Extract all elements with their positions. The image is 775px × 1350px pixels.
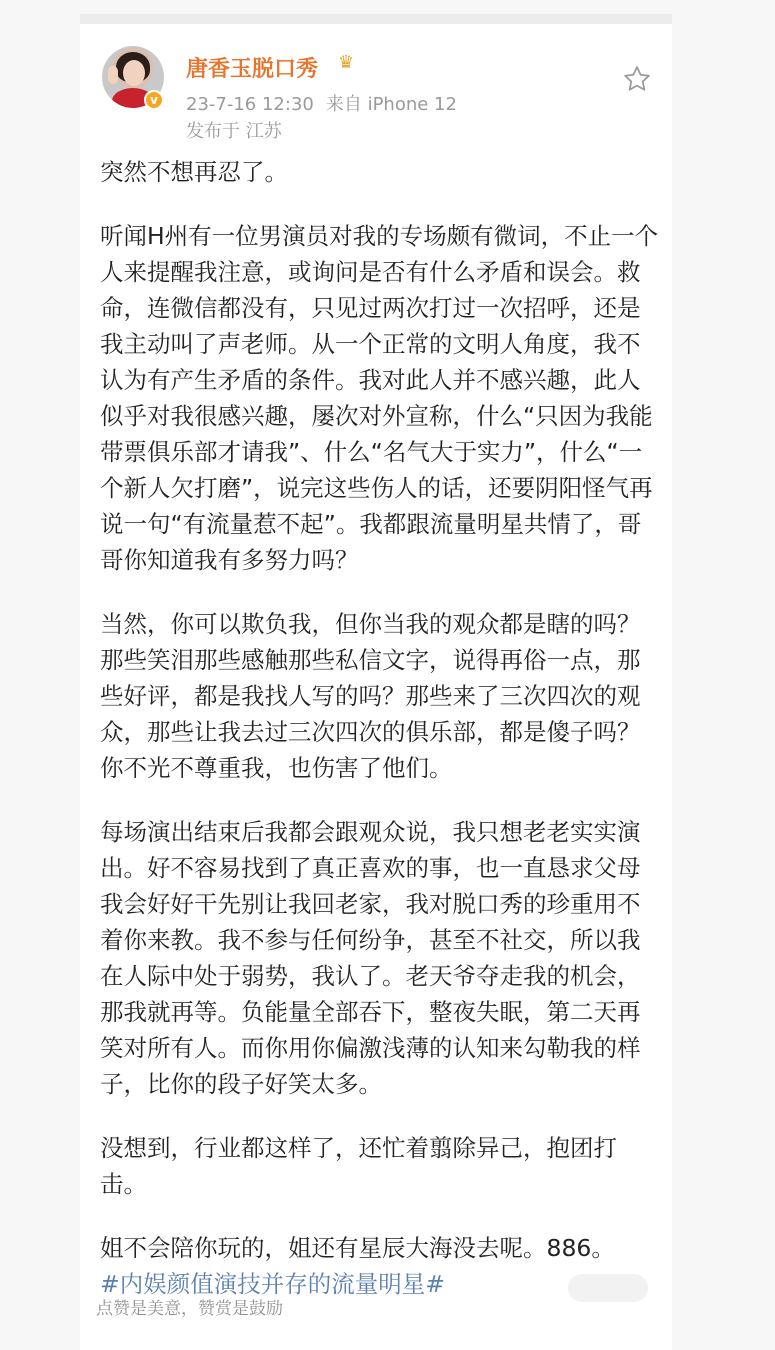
top-divider [80, 14, 672, 24]
post-paragraph: 听闻H州有一位男演员对我的专场颇有微词，不止一个人来提醒我注意，或询问是否有什么矛盾和误会。救命，连微信都没有，只见过两次打过一次招呼，还是我主动叫了声老师。从一个正常的文明人角度，我不认为有产生矛盾的条件。我对此人并不感兴趣，此人似乎对我很感兴趣，屡次对外宣称，什么“只因为我能带票俱乐部才请我”、什么“名气大于实力”，什么“一个新人欠打磨”，说完这些伤人的话，还要阴阳怪气再说一句“有流量惹不起”。我都跟流量明星共情了，哥哥你知道我有多努力吗？ [100, 222, 659, 574]
avatar-face [123, 60, 145, 86]
crown-icon: ♛ [338, 52, 355, 73]
weibo-post-card [80, 14, 672, 1350]
post-source: 来自 iPhone 12 [325, 94, 457, 115]
post-body [100, 154, 660, 1302]
star-icon[interactable] [622, 64, 652, 94]
post-paragraph: 当然，你可以欺负我，但你当我的观众都是瞎的吗？那些笑泪那些感触那些私信文字，说得再俗一点，那些好评，都是我找人写的吗？那些来了三次四次的观众，那些让我去过三次四次的俱乐部，都是傻子吗？你不光不尊重我，也伤害了他们。 [100, 610, 641, 782]
post-paragraph: 姐不会陪你玩的，姐还有星辰大海没去呢。886。 [100, 1234, 615, 1262]
avatar-hand [108, 66, 118, 84]
post-paragraph: 每场演出结束后我都会跟观众说，我只想老老实实演出。好不容易找到了真正喜欢的事，也一直恳求父母我会好好干先别让我回老家，我对脱口秀的珍重用不着你来教。我不参与任何纷争，甚至不社交，所以我在人际中处于弱势，我认了。老天爷夺走我的机会，那我就再等。负能量全部吞下，整夜失眠，第二天再笑对所有人。而你用你偏激浅薄的认知来勾勒我的样子，比你的段子好笑太多。 [100, 818, 641, 1098]
post-location: 发布于 江苏 [186, 121, 282, 142]
hashtag-link[interactable]: #内娱颜值演技并存的流量明星# [100, 1270, 445, 1298]
post-paragraph: 没想到，行业都这样了，还忙着翦除异己，抱团打击。 [100, 1134, 617, 1198]
blurred-element [568, 1274, 648, 1302]
post-timestamp: 23-7-16 12:30 [186, 94, 314, 115]
post-meta [186, 90, 469, 116]
post-paragraph: 突然不想再忍了。 [100, 158, 288, 186]
author-name[interactable]: 唐香玉脱口秀 [186, 57, 319, 82]
reward-prompt: 点赞是美意，赞赏是鼓励 [96, 1299, 283, 1319]
verified-badge-icon: v [144, 90, 164, 110]
